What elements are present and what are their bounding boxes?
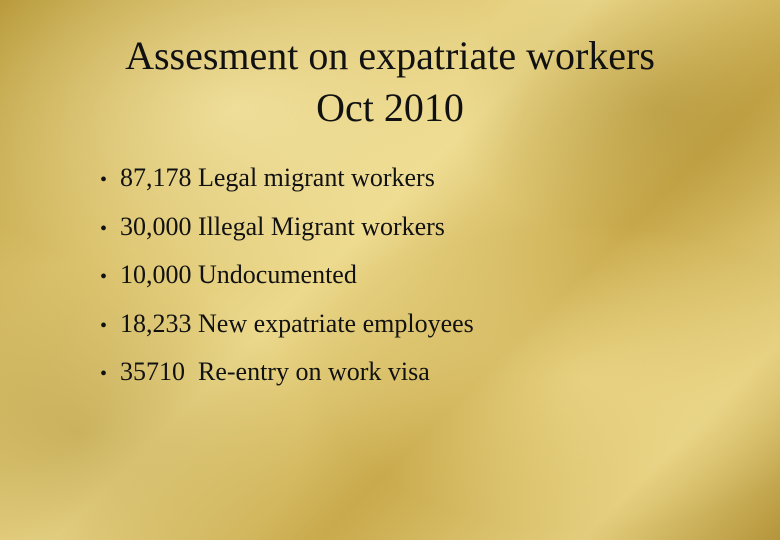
- bullet-item: [100, 252, 474, 301]
- bullet-icon: •: [100, 169, 108, 191]
- bullet-text: 10,000 Undocumented: [120, 260, 357, 289]
- bullet-item: [100, 204, 474, 253]
- bullet-text: 18,233 New expatriate employees: [120, 308, 474, 338]
- bullet-icon: •: [100, 314, 108, 337]
- bullet-item: [100, 155, 474, 204]
- bullet-list: [100, 155, 474, 398]
- bullet-text: 87,178 Legal migrant workers: [120, 163, 435, 192]
- bullet-text: 30,000 Illegal Migrant workers: [120, 211, 445, 241]
- bullet-icon: •: [100, 266, 108, 288]
- bullet-text: 35710 Re-entry on work visa: [120, 357, 430, 386]
- title-line-2: Oct 2010: [316, 85, 464, 130]
- title-line-1: Assesment on expatriate workers: [125, 33, 655, 78]
- bullet-icon: •: [100, 217, 108, 240]
- bullet-icon: •: [100, 363, 108, 385]
- slide-title: [60, 30, 720, 134]
- bullet-item: [100, 301, 474, 350]
- bullet-item: [100, 349, 474, 398]
